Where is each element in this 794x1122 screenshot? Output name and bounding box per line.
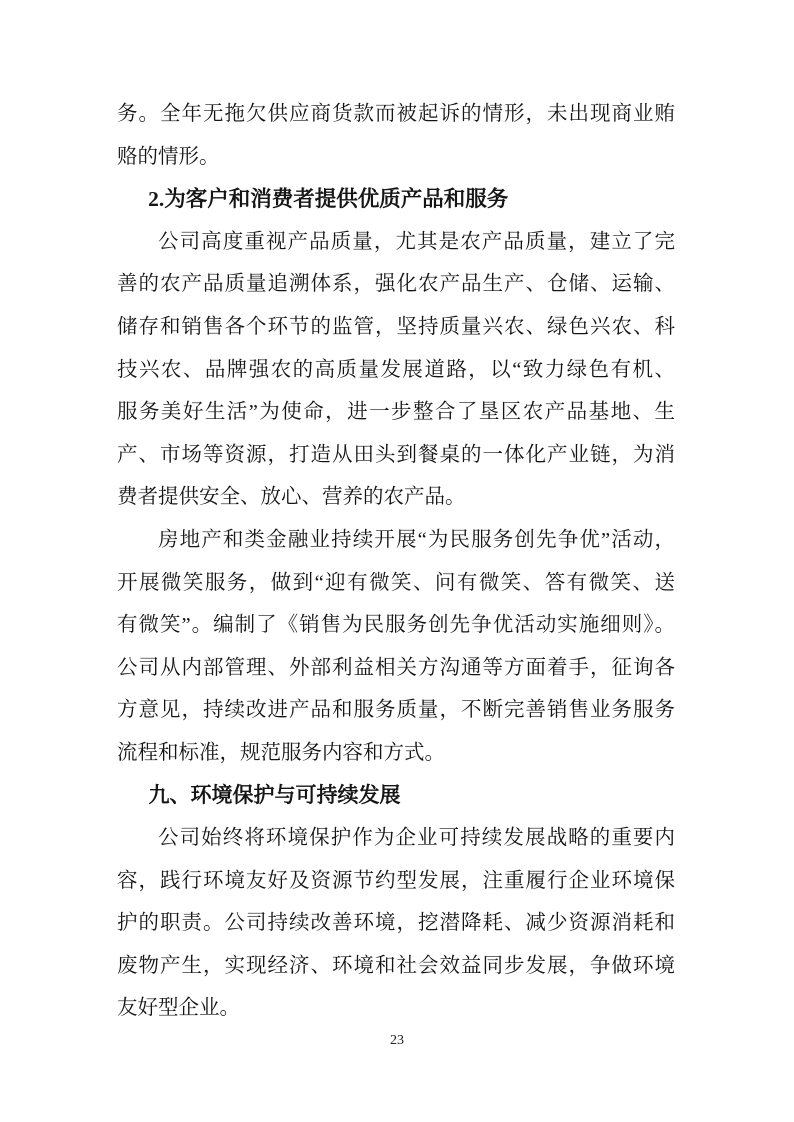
body-line: 产、市场等资源，打造从田头到餐桌的一体化产业链，为消 xyxy=(117,443,675,466)
body-line: 有微笑”。编制了《销售为民服务创先争优活动实施细则》。 xyxy=(117,614,675,637)
body-line: 储存和销售各个环节的监管，坚持质量兴农、绿色兴农、科 xyxy=(117,315,675,338)
subsection-heading: 2.为客户和消费者提供优质产品和服务 xyxy=(148,187,509,212)
body-line: 房地产和类金融业持续开展“为民服务创先争优”活动， xyxy=(158,528,675,551)
body-line: 技兴农、品牌强农的高质量发展道路，以“致力绿色有机、 xyxy=(117,358,675,381)
body-line: 开展微笑服务，做到“迎有微笑、问有微笑、答有微笑、送 xyxy=(117,571,675,594)
body-line: 公司高度重视产品质量，尤其是农产品质量，建立了完 xyxy=(158,230,675,253)
body-line: 废物产生，实现经济、环境和社会效益同步发展，争做环境 xyxy=(117,954,675,977)
body-line: 服务美好生活”为使命，进一步整合了垦区农产品基地、生 xyxy=(117,401,675,424)
body-line: 公司从内部管理、外部利益相关方沟通等方面着手，征询各 xyxy=(117,656,675,679)
text-block xyxy=(117,93,675,1030)
body-line: 赂的情形。 xyxy=(117,145,220,168)
body-line: 友好型企业。 xyxy=(117,997,240,1020)
body-line: 善的农产品质量追溯体系，强化农产品生产、仓储、运输、 xyxy=(117,273,675,296)
body-line: 容，践行环境友好及资源节约型发展，注重履行企业环境保 xyxy=(117,869,675,892)
body-line: 护的职责。公司持续改善环境，挖潜降耗、减少资源消耗和 xyxy=(117,912,675,935)
body-line: 费者提供安全、放心、营养的农产品。 xyxy=(117,486,466,509)
body-line: 方意见，持续改进产品和服务质量，不断完善销售业务服务 xyxy=(117,699,675,722)
body-line: 公司始终将环境保护作为企业可持续发展战略的重要内 xyxy=(158,827,675,850)
section-heading: 九、环境保护与可持续发展 xyxy=(148,783,401,807)
body-line: 务。全年无拖欠供应商货款而被起诉的情形，未出现商业贿 xyxy=(117,103,675,125)
page-number: 23 xyxy=(390,1033,404,1048)
body-line: 流程和标准，规范服务内容和方式。 xyxy=(117,741,445,764)
